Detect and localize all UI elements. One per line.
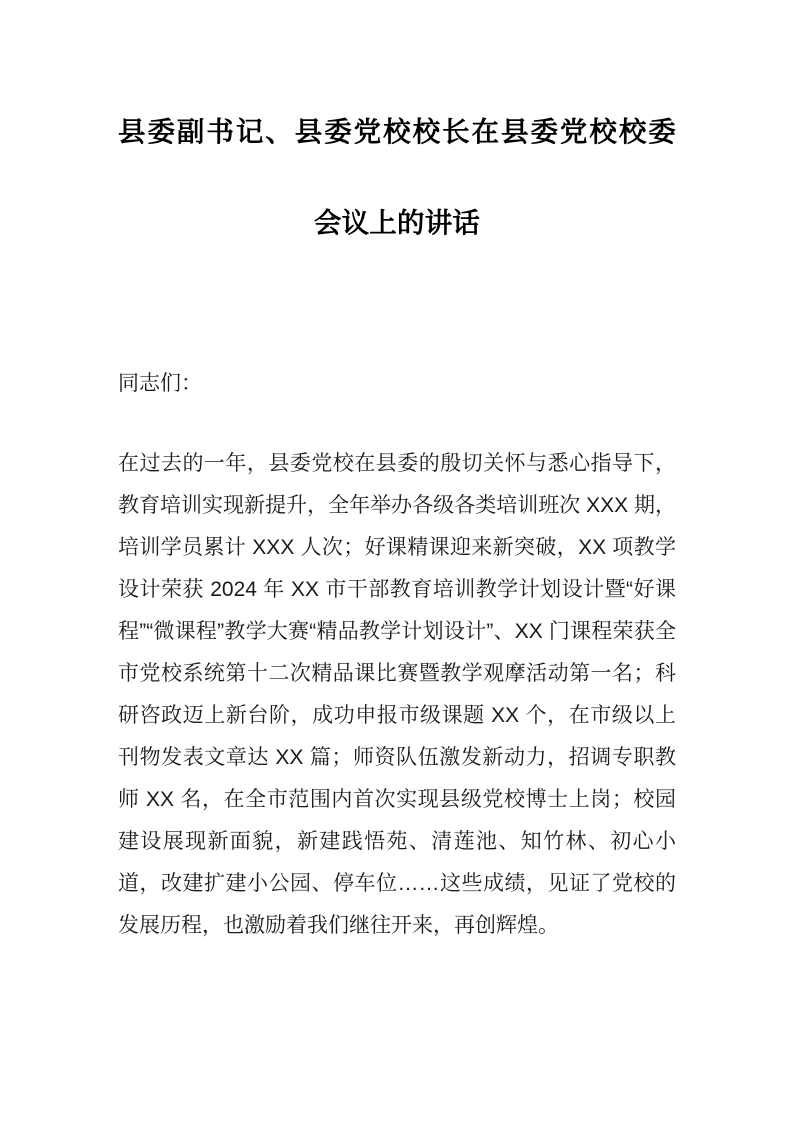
- body-paragraph: 在过去的一年，县委党校在县委的殷切关怀与悉心指导下，教育培训实现新提升，全年举办各级各类培训班次 XXX 期，培训学员累计 XXX 人次；好课精课迎来新突破，XX 项教学设计荣获 2024 年 XX 市干部教育培训教学计划设计暨“好课程”“微课程”教学大赛“精品教学计划设计”、XX 门课程荣获全市党校系统第十二次精品课比赛暨教学观摩活动第一名；科研咨政迈上新台阶，成功申报市级课题 XX 个，在市级以上刊物发表文章达 XX 篇；师资队伍激发新动力，招调专职教师 XX 名，在全市范围内首次实现县级党校博士上岗；校园建设展现新面貌，新建践悟苑、清莲池、知竹林、初心小道，改建扩建小公园、停车位……这些成绩，见证了党校的发展历程，也激励着我们继往开来，再创辉煌。: [118, 451, 676, 937]
- document-content: [118, 0, 676, 947]
- salutation: 同志们：: [118, 372, 202, 395]
- page-title: [118, 0, 676, 236]
- page-title-line-2: 会议上的讲话: [313, 206, 481, 238]
- page-title-line-1: 县委副书记、县委党校校长在县委党校校委: [118, 116, 676, 147]
